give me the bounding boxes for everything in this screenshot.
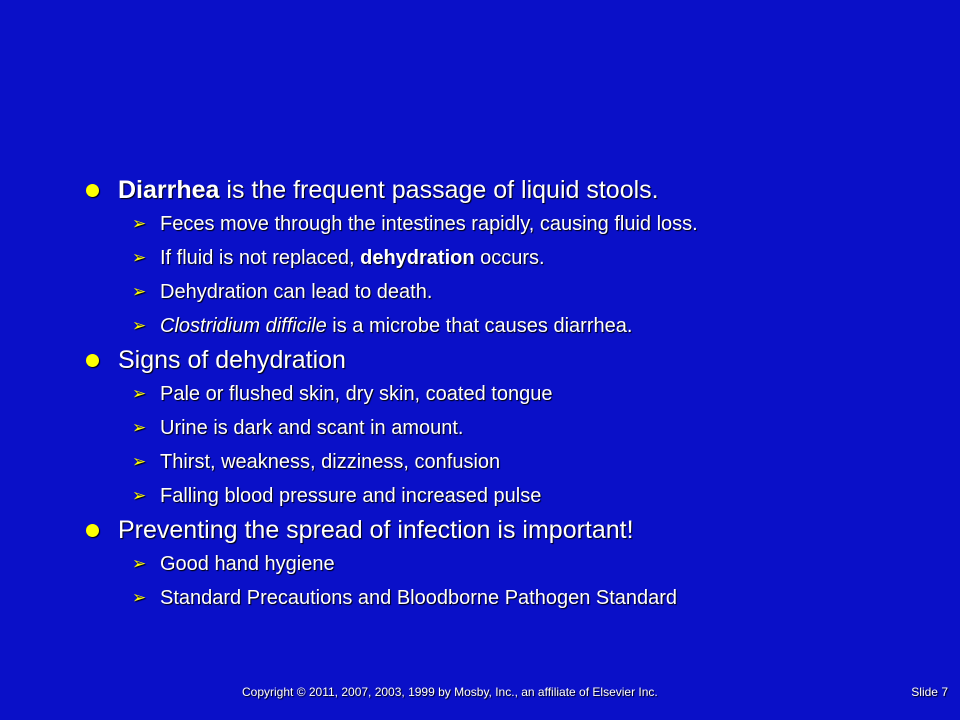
bullet-heading <box>86 513 946 547</box>
sub-bullet-text: Falling blood pressure and increased pulse <box>160 485 542 507</box>
bullet-list <box>86 173 946 615</box>
sub-bullet-text: occurs. <box>474 247 545 269</box>
arrow-bullet-icon: ➢ <box>132 316 147 336</box>
sub-bullet-text: Pale or flushed skin, dry skin, coated tongue <box>160 383 553 405</box>
arrow-bullet-icon: ➢ <box>132 418 147 438</box>
arrow-bullet-icon: ➢ <box>132 282 147 302</box>
sub-bullet-text: Dehydration can lead to death. <box>160 281 433 303</box>
sub-bullet <box>86 207 946 241</box>
sub-bullet-text: Standard Precautions and Bloodborne Pathogen Standard <box>160 587 678 609</box>
round-bullet-icon <box>86 354 99 367</box>
sub-bullet-text: Good hand hygiene <box>160 553 335 575</box>
section-diarrhea <box>86 173 946 343</box>
sub-bullet <box>86 377 946 411</box>
arrow-bullet-icon: ➢ <box>132 384 147 404</box>
arrow-bullet-icon: ➢ <box>132 588 147 608</box>
sub-bullet <box>86 411 946 445</box>
sub-bullet <box>86 275 946 309</box>
arrow-bullet-icon: ➢ <box>132 452 147 472</box>
sub-bullet <box>86 479 946 513</box>
slide-number: Slide 7 <box>911 685 948 699</box>
arrow-bullet-icon: ➢ <box>132 554 147 574</box>
sub-bullet-text: Thirst, weakness, dizziness, confusion <box>160 451 501 473</box>
arrow-bullet-icon: ➢ <box>132 486 147 506</box>
arrow-bullet-icon: ➢ <box>132 214 147 234</box>
round-bullet-icon <box>86 184 99 197</box>
bullet-heading <box>86 343 946 377</box>
copyright-notice: Copyright © 2011, 2007, 2003, 1999 by Mosby, Inc., an affiliate of Elsevier Inc. <box>242 685 658 699</box>
round-bullet-icon <box>86 524 99 537</box>
heading-text: is the frequent passage of liquid stools. <box>219 176 659 204</box>
section-signs-of-dehydration <box>86 343 946 513</box>
bullet-heading <box>86 173 946 207</box>
bold-term: dehydration <box>360 247 475 269</box>
sub-bullet <box>86 309 946 343</box>
arrow-bullet-icon: ➢ <box>132 248 147 268</box>
sub-bullet-text: is a microbe that causes diarrhea. <box>326 315 633 337</box>
sub-bullet <box>86 241 946 275</box>
heading-text: Preventing the spread of infection is important! <box>118 516 634 544</box>
bold-term: Diarrhea <box>118 176 220 204</box>
sub-bullet <box>86 445 946 479</box>
sub-bullet-text: If fluid is not replaced, <box>160 247 361 269</box>
heading-text: Signs of dehydration <box>118 346 346 374</box>
sub-bullet <box>86 581 946 615</box>
sub-bullet <box>86 547 946 581</box>
italic-term: Clostridium difficile <box>160 315 327 337</box>
section-preventing-infection <box>86 513 946 615</box>
sub-bullet-text: Urine is dark and scant in amount. <box>160 417 464 439</box>
sub-bullet-text: Feces move through the intestines rapidly, causing fluid loss. <box>160 213 698 235</box>
